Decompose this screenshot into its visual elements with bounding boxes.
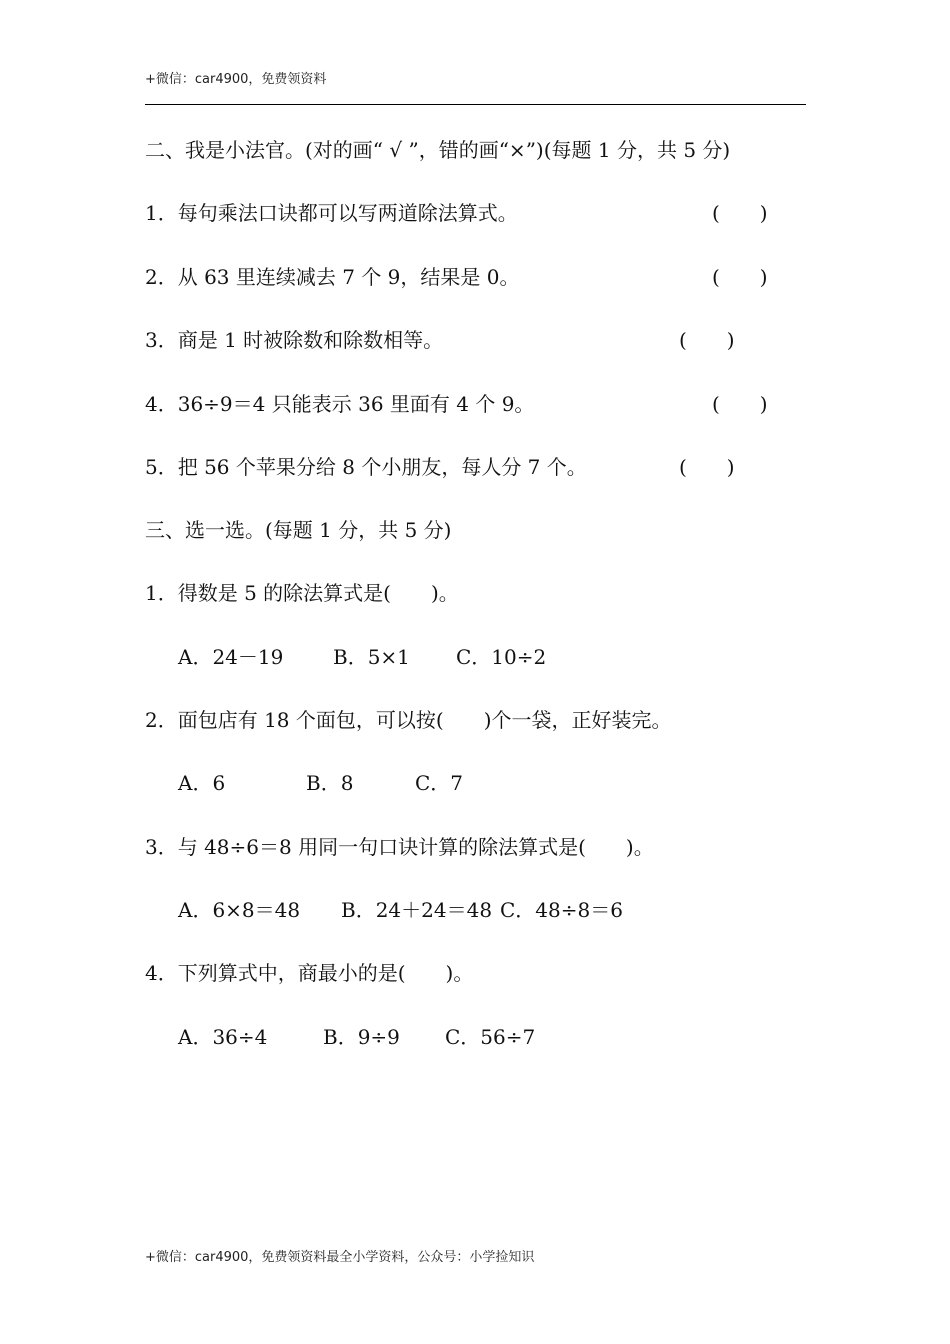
header-divider [145,104,806,105]
answer-blank-5[interactable]: ( ) [679,455,735,479]
q3-option-c[interactable]: C．48÷8＝6 [500,898,623,922]
q1-option-b[interactable]: B．5×1 [333,645,410,669]
answer-blank-3[interactable]: ( ) [679,328,735,352]
q4-option-c[interactable]: C．56÷7 [445,1025,536,1049]
page-header: +微信：car4900，免费领资料 [145,72,327,87]
answer-blank-1[interactable]: ( ) [712,201,768,225]
judge-item-3: 3．商是 1 时被除数和除数相等。 [145,328,444,352]
choice-question-4: 4．下列算式中，商最小的是( )。 [145,961,474,985]
section-2-title: 二、我是小法官。(对的画“ √ ”，错的画“×”)(每题 1 分，共 5 分) [145,138,731,162]
choice-question-1: 1．得数是 5 的除法算式是( )。 [145,581,459,605]
q2-option-c[interactable]: C．7 [415,771,464,795]
q4-option-a[interactable]: A．36÷4 [178,1025,268,1049]
judge-item-1: 1．每句乘法口诀都可以写两道除法算式。 [145,201,518,225]
q3-option-a[interactable]: A．6×8＝48 [178,898,301,922]
choice-question-2: 2．面包店有 18 个面包，可以按( )个一袋，正好装完。 [145,708,672,732]
judge-item-4: 4．36÷9＝4 只能表示 36 里面有 4 个 9。 [145,392,535,416]
choice-question-3: 3．与 48÷6＝8 用同一句口诀计算的除法算式是( )。 [145,835,654,859]
judge-item-2: 2．从 63 里连续减去 7 个 9，结果是 0。 [145,265,520,289]
q2-option-a[interactable]: A．6 [178,771,226,795]
answer-blank-2[interactable]: ( ) [712,265,768,289]
q2-option-b[interactable]: B．8 [306,771,354,795]
judge-item-5: 5．把 56 个苹果分给 8 个小朋友，每人分 7 个。 [145,455,587,479]
q1-option-a[interactable]: A．24－19 [178,645,284,669]
q3-option-b[interactable]: B．24＋24＝48 [341,898,493,922]
q4-option-b[interactable]: B．9÷9 [323,1025,400,1049]
page-footer: +微信：car4900，免费领资料最全小学资料，公众号：小学捡知识 [145,1250,535,1265]
section-3-title: 三、选一选。(每题 1 分，共 5 分) [145,518,452,542]
q1-option-c[interactable]: C．10÷2 [456,645,547,669]
answer-blank-4[interactable]: ( ) [712,392,768,416]
